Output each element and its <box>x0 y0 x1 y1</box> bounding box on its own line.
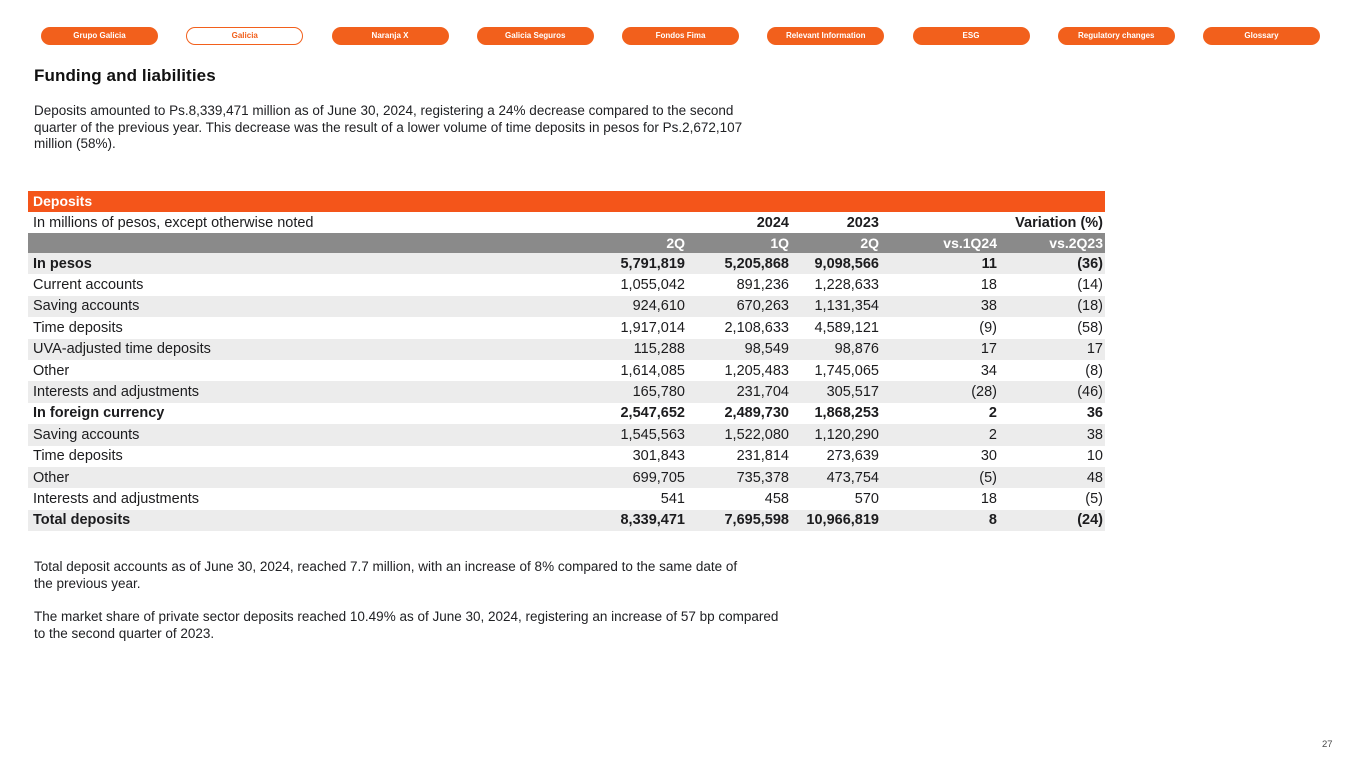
value-cell: 165,780 <box>632 384 685 401</box>
value-cell: 570 <box>854 490 879 507</box>
value-cell: 1,120,290 <box>814 426 879 443</box>
value-cell: (8) <box>1085 362 1103 379</box>
table-row <box>28 403 1105 424</box>
value-cell: 17 <box>980 341 997 358</box>
row-label: UVA-adjusted time deposits <box>33 341 211 358</box>
value-cell: 1,205,483 <box>724 362 789 379</box>
nav-button-glossary[interactable] <box>1203 27 1320 45</box>
value-cell: (18) <box>1077 298 1103 315</box>
nav-button-relevant-information[interactable] <box>767 27 884 45</box>
value-cell: 2 <box>988 405 997 422</box>
row-label: Other <box>33 362 70 379</box>
nav-button-label: Naranja X <box>371 31 409 40</box>
value-cell: 10 <box>1086 448 1103 465</box>
nav-button-label: ESG <box>962 31 980 40</box>
quarter-header-vs2q23: vs.2Q23 <box>1049 235 1103 251</box>
nav-button-galicia[interactable] <box>186 27 303 45</box>
value-cell: 7,695,598 <box>724 512 789 529</box>
variation-header: Variation (%) <box>1015 214 1103 231</box>
value-cell: (14) <box>1077 277 1103 294</box>
value-cell: 38 <box>980 298 997 315</box>
table-quarter-header-row <box>28 233 1105 253</box>
value-cell: 115,288 <box>633 341 685 358</box>
value-cell: 231,814 <box>736 448 789 465</box>
top-navigation <box>41 27 1320 45</box>
value-cell: 1,917,014 <box>620 319 685 336</box>
table-row <box>28 274 1105 295</box>
value-cell: 30 <box>980 448 997 465</box>
nav-button-label: Galicia <box>231 31 258 40</box>
value-cell: 699,705 <box>632 469 685 486</box>
value-cell: 8,339,471 <box>620 512 685 529</box>
value-cell: 1,522,080 <box>724 426 789 443</box>
value-cell: 735,378 <box>736 469 789 486</box>
value-cell: 1,131,354 <box>814 298 879 315</box>
value-cell: 273,639 <box>826 448 879 465</box>
nav-button-esg[interactable] <box>913 27 1030 45</box>
nav-button-fondos-fima[interactable] <box>622 27 739 45</box>
table-row <box>28 317 1105 338</box>
table-row <box>28 424 1105 445</box>
value-cell: 4,589,121 <box>814 319 879 336</box>
value-cell: (58) <box>1077 319 1103 336</box>
nav-button-label: Relevant Information <box>785 31 866 40</box>
value-cell: (24) <box>1077 512 1103 529</box>
nav-button-label: Galicia Seguros <box>505 31 566 40</box>
value-cell: 18 <box>980 490 997 507</box>
row-label: Saving accounts <box>33 298 140 315</box>
quarter-header-2q-2023: 2Q <box>860 235 879 251</box>
value-cell: (5) <box>979 469 997 486</box>
value-cell: 1,545,563 <box>620 426 685 443</box>
nav-button-naranja-x[interactable] <box>332 27 449 45</box>
table-body <box>28 253 1105 531</box>
value-cell: 10,966,819 <box>806 512 879 529</box>
value-cell: 38 <box>1086 426 1103 443</box>
value-cell: (46) <box>1077 384 1103 401</box>
page-number: 27 <box>1322 739 1333 750</box>
value-cell: 48 <box>1086 469 1103 486</box>
value-cell: 5,205,868 <box>724 255 789 272</box>
nav-button-galicia-seguros[interactable] <box>477 27 594 45</box>
value-cell: 670,263 <box>736 298 789 315</box>
value-cell: 1,868,253 <box>814 405 879 422</box>
value-cell: 98,876 <box>834 341 879 358</box>
table-row <box>28 467 1105 488</box>
table-row <box>28 360 1105 381</box>
row-label: Time deposits <box>33 448 123 465</box>
value-cell: 301,843 <box>632 448 685 465</box>
table-row <box>28 488 1105 509</box>
row-label: Other <box>33 469 70 486</box>
footnote-accounts: Total deposit accounts as of June 30, 2024, reached 7.7 million, with an increase of 8% compared to the same date of the previous year. <box>34 559 738 591</box>
year-2023-header: 2023 <box>846 214 879 231</box>
value-cell: (5) <box>1085 490 1103 507</box>
intro-paragraph: Deposits amounted to Ps.8,339,471 million as of June 30, 2024, registering a 24% decrease compared to the second quarter of the previous year. This decrease was the result of a lower volume of time deposits in pesos for Ps.2,672,107 million (58%). <box>34 103 743 151</box>
table-row <box>28 296 1105 317</box>
deposits-table <box>28 191 1105 531</box>
value-cell: 231,704 <box>736 384 789 401</box>
nav-button-label: Regulatory changes <box>1078 31 1155 40</box>
row-label: Interests and adjustments <box>33 384 200 401</box>
table-row <box>28 253 1105 274</box>
nav-button-label: Grupo Galicia <box>73 31 126 40</box>
table-row <box>28 510 1105 531</box>
value-cell: (36) <box>1077 255 1103 272</box>
value-cell: (9) <box>979 319 997 336</box>
footnote-market-share: The market share of private sector deposits reached 10.49% as of June 30, 2024, registering an increase of 57 bp compared to the second quarter of 2023. <box>34 609 779 641</box>
value-cell: 924,610 <box>632 298 685 315</box>
nav-button-label: Fondos Fima <box>655 31 706 40</box>
quarter-header-1q-2024: 1Q <box>770 235 789 251</box>
value-cell: 305,517 <box>826 384 879 401</box>
value-cell: 2,108,633 <box>724 319 789 336</box>
quarter-header-2q-2024: 2Q <box>666 235 685 251</box>
value-cell: 1,055,042 <box>620 277 685 294</box>
value-cell: 1,745,065 <box>814 362 879 379</box>
value-cell: 2,547,652 <box>620 405 685 422</box>
value-cell: 5,791,819 <box>620 255 685 272</box>
value-cell: 541 <box>660 490 685 507</box>
value-cell: 8 <box>988 512 997 529</box>
row-label: In pesos <box>33 255 92 272</box>
value-cell: 18 <box>980 277 997 294</box>
table-subtitle: In millions of pesos, except otherwise noted <box>33 214 314 231</box>
row-label: Interests and adjustments <box>33 490 200 507</box>
year-2024-header: 2024 <box>756 214 789 231</box>
row-label: Current accounts <box>33 277 144 294</box>
value-cell: 1,228,633 <box>814 277 879 294</box>
table-title-bar: Deposits <box>28 191 1105 212</box>
row-label: Time deposits <box>33 319 123 336</box>
value-cell: 11 <box>981 255 997 272</box>
quarter-header-vs1q24: vs.1Q24 <box>943 235 997 251</box>
table-year-header-row <box>28 212 1105 233</box>
row-label: In foreign currency <box>33 405 165 422</box>
row-label: Total deposits <box>33 512 131 529</box>
value-cell: 98,549 <box>744 341 789 358</box>
value-cell: 9,098,566 <box>814 255 879 272</box>
table-row <box>28 446 1105 467</box>
table-row <box>28 381 1105 402</box>
nav-button-regulatory-changes[interactable] <box>1058 27 1175 45</box>
row-label: Saving accounts <box>33 426 140 443</box>
value-cell: 473,754 <box>826 469 879 486</box>
value-cell: 458 <box>764 490 789 507</box>
table-row <box>28 339 1105 360</box>
nav-button-label: Glossary <box>1244 31 1279 40</box>
value-cell: 36 <box>1086 405 1103 422</box>
nav-button-grupo-galicia[interactable] <box>41 27 158 45</box>
value-cell: 17 <box>1086 341 1103 358</box>
value-cell: 34 <box>980 362 997 379</box>
value-cell: 2 <box>988 426 997 443</box>
value-cell: 891,236 <box>736 277 789 294</box>
value-cell: (28) <box>971 384 997 401</box>
page-title: Funding and liabilities <box>34 66 216 85</box>
value-cell: 1,614,085 <box>620 362 685 379</box>
value-cell: 2,489,730 <box>724 405 789 422</box>
